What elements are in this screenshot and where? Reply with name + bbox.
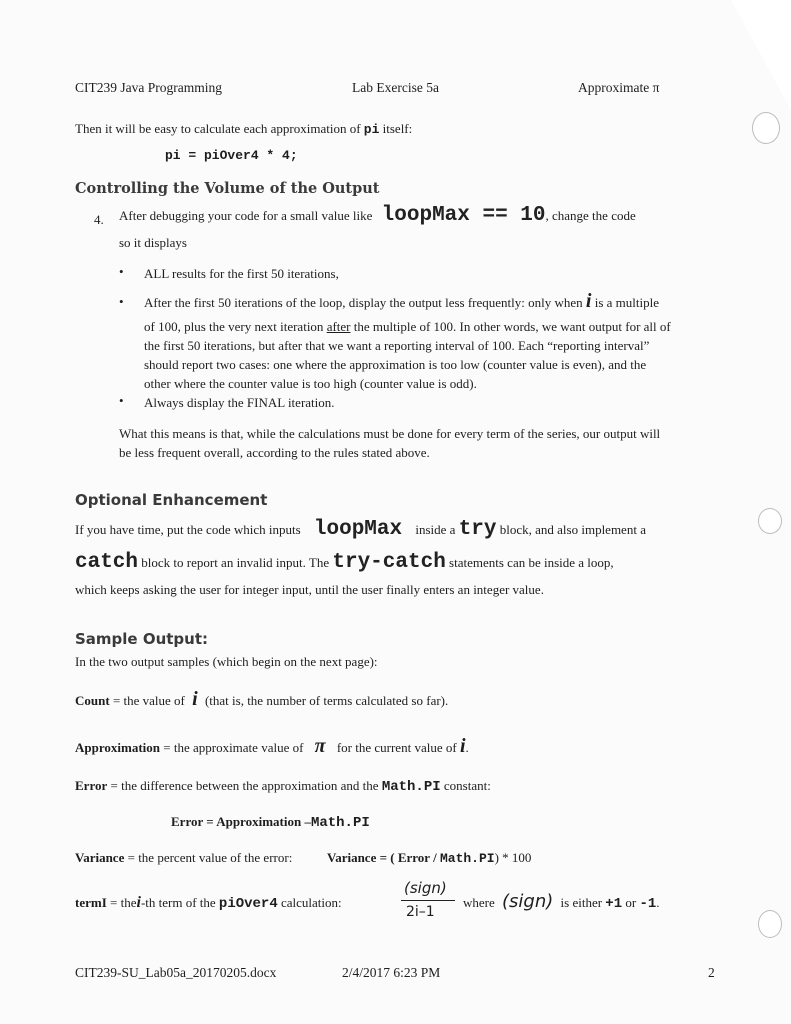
term-end-dot: . <box>656 895 660 910</box>
variance-formula <box>327 848 531 868</box>
item4-code-loopmax: loopMax == 10 <box>381 204 546 227</box>
term-label: termI <box>75 895 107 910</box>
intro-text-after: itself: <box>382 121 413 136</box>
footer-datetime: 2/4/2017 6:23 PM <box>342 965 441 980</box>
where-sign: (sign) <box>502 891 554 912</box>
count-text-a: = the value of <box>112 693 185 708</box>
approximation-text-a: = the approximate value of <box>163 740 304 755</box>
bullet2-line2 <box>144 317 671 336</box>
header-lab: Lab Exercise 5a <box>352 80 439 95</box>
where-line <box>463 888 660 916</box>
bullet2-line2-after: the multiple of 100. In other words, we want output for all of <box>353 319 671 334</box>
binder-hole-bottom <box>758 910 782 938</box>
bullet2-text-before: After the first 50 iterations of the loop, display the output less frequently: only when <box>144 295 583 310</box>
optional-text-a: If you have time, put the code which inputs <box>75 522 301 537</box>
bullet-dot-3: • <box>119 393 124 408</box>
variance-text: = the percent value of the error: <box>127 850 293 865</box>
optional-text-e: statements can be inside a loop, <box>449 555 614 570</box>
code-pi-line: pi = piOver4 * 4; <box>165 148 298 163</box>
approximation-dot: . <box>465 740 469 755</box>
intro-line <box>75 119 412 139</box>
either-text: is either <box>560 895 603 910</box>
bullet2-line1 <box>144 288 659 314</box>
error-text-b: constant: <box>443 778 491 793</box>
item4-text-after: , change the code <box>545 208 636 223</box>
binder-hole-middle <box>758 508 782 534</box>
variance-line <box>75 848 292 867</box>
bullet2-line4: should report two cases: one where the approximation is too low (counter value is even), and the <box>144 357 647 372</box>
optional-line1 <box>75 515 646 545</box>
optional-line2 <box>75 548 614 578</box>
count-text-b: (that is, the number of terms calculated so far). <box>204 693 449 708</box>
optional-code-catch: catch <box>75 551 139 574</box>
variance-label: Variance <box>75 850 125 865</box>
binder-hole-top <box>752 112 780 144</box>
heading-sample-output: Sample Output: <box>75 630 209 648</box>
approximation-var-i: i <box>459 735 466 757</box>
optional-code-try: try <box>458 518 497 541</box>
term-line <box>75 892 342 914</box>
error-line <box>75 776 491 797</box>
note-line1: What this means is that, while the calculations must be done for every term of the series, our output will <box>119 426 661 441</box>
fraction-bar <box>401 900 455 901</box>
term-text-c: calculation: <box>280 895 342 910</box>
sample-intro: In the two output samples (which begin on the next page): <box>75 654 378 669</box>
count-label: Count <box>75 693 110 708</box>
count-line <box>75 686 448 712</box>
bullet2-line5: other where the counter value is too high (counter value is odd). <box>144 376 477 391</box>
bullet2-line2-before: of 100, plus the very next iteration <box>144 319 324 334</box>
note-line2: be less frequent overall, according to the rules stated above. <box>119 445 430 460</box>
intro-text-before: Then it will be easy to calculate each approximation of <box>75 121 361 136</box>
bullet-dot-2: • <box>119 294 124 309</box>
term-var-i: i <box>136 894 141 911</box>
item4-line2: so it displays <box>119 235 187 250</box>
error-formula-code: Math.PI <box>310 815 370 831</box>
approximation-pi-symbol: π <box>314 735 326 757</box>
bullet2-line3: the first 50 iterations, but after that we want a reporting interval of 100. Each “reporting interval” <box>144 338 650 353</box>
fraction-denominator: 2i–1 <box>406 904 435 920</box>
heading-controlling-volume: Controlling the Volume of the Output <box>75 180 380 197</box>
approximation-line <box>75 733 469 759</box>
item4-line1 <box>119 201 636 231</box>
optional-text-b: inside a <box>415 522 456 537</box>
intro-code-word: pi <box>363 122 380 137</box>
variance-formula-b: ) * 100 <box>494 850 532 865</box>
bullet2-var-i: i <box>585 290 592 312</box>
approximation-label: Approximation <box>75 740 160 755</box>
optional-code-try-catch: try-catch <box>332 551 446 574</box>
or-text: or <box>625 895 637 910</box>
optional-text-d: block to report an invalid input. The <box>141 555 330 570</box>
variance-formula-a: Variance = ( Error / <box>327 850 437 865</box>
fraction-numerator: (sign) <box>404 879 447 897</box>
optional-text-c: block, and also implement a <box>499 522 646 537</box>
error-label: Error <box>75 778 108 793</box>
term-text-a: = the <box>110 895 137 910</box>
bullet1-text: ALL results for the first 50 iterations, <box>144 266 339 281</box>
term-code-piover4: piOver4 <box>218 896 278 912</box>
footer-page-number: 2 <box>708 965 715 980</box>
approximation-text-b: for the current value of <box>336 740 457 755</box>
error-formula-text: Error = Approximation – <box>171 814 311 829</box>
folded-corner <box>731 0 791 110</box>
plus-one-value: +1 <box>605 896 623 912</box>
heading-optional-enhancement: Optional Enhancement <box>75 491 268 509</box>
header-topic: Approximate π <box>578 80 660 95</box>
item4-text-before: After debugging your code for a small value like <box>119 208 373 223</box>
optional-line3: which keeps asking the user for integer input, until the user finally enters an integer value. <box>75 582 544 597</box>
item-number: 4. <box>94 212 104 227</box>
error-code-mathpi: Math.PI <box>381 779 441 795</box>
where-text: where <box>463 895 495 910</box>
bullet-dot-1: • <box>119 264 124 279</box>
count-var-i: i <box>192 688 198 710</box>
header-course: CIT239 Java Programming <box>75 80 222 95</box>
bullet2-text-after: is a multiple <box>594 295 660 310</box>
error-text-a: = the difference between the approximation and the <box>110 778 379 793</box>
footer-filename: CIT239-SU_Lab05a_20170205.docx <box>75 965 277 980</box>
bullet2-underline-after: after <box>326 319 351 334</box>
variance-formula-code: Math.PI <box>439 851 495 866</box>
error-formula <box>171 812 370 833</box>
optional-code-loopmax: loopMax <box>313 518 403 541</box>
term-text-b: -th term of the <box>140 895 216 910</box>
bullet3-text: Always display the FINAL iteration. <box>144 395 335 410</box>
minus-one-value: -1 <box>639 896 657 912</box>
